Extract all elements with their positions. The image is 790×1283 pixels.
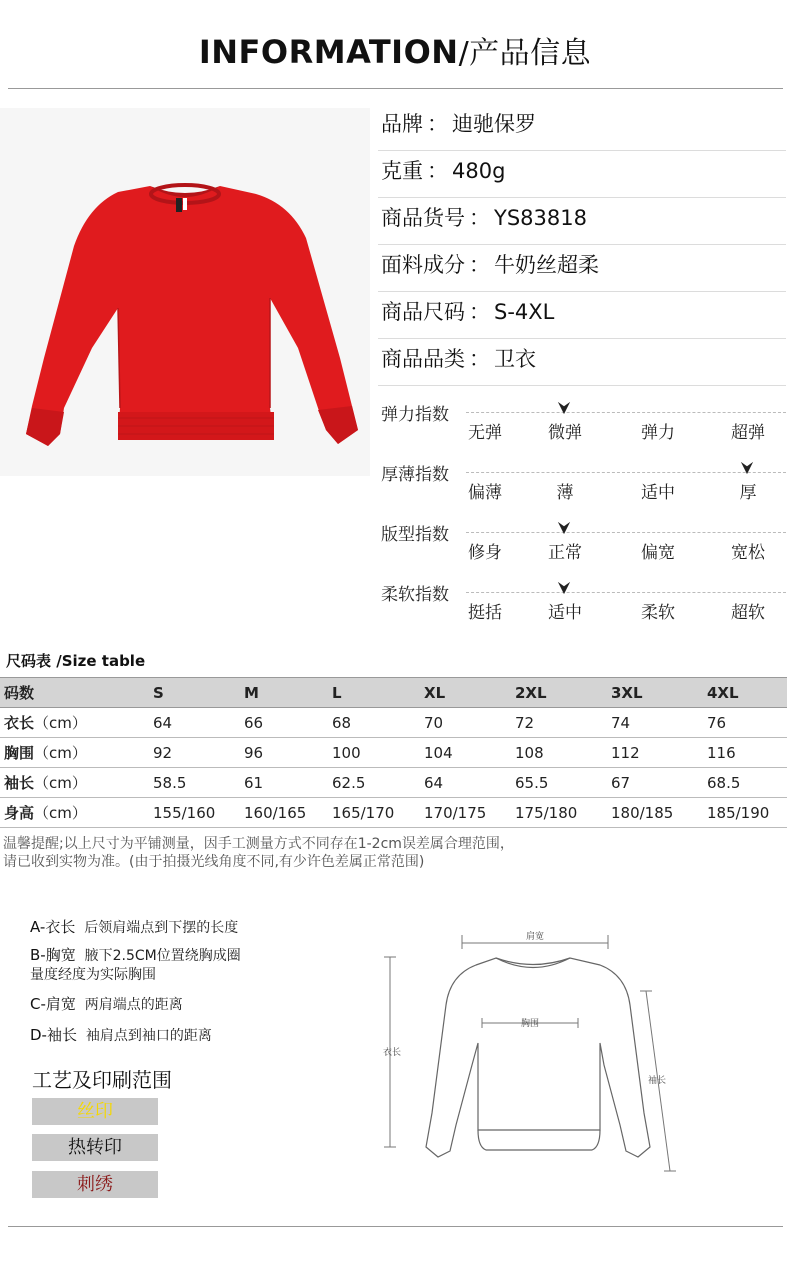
table-cell: 165/170: [332, 798, 424, 828]
page-title: [0, 28, 790, 72]
measurement-diagram: [368, 925, 688, 1199]
size-col-header: M: [244, 678, 332, 708]
index-scale-line: [466, 472, 786, 473]
table-row: [0, 768, 787, 798]
row-label: 袖长（cm）: [0, 768, 153, 798]
index-option: 超软: [731, 603, 765, 623]
def-chest: B-胸宽 腋下2.5CM位置绕胸成圈: [30, 946, 241, 964]
selected-marker-icon: [557, 400, 571, 416]
info-separator: ：: [469, 300, 490, 324]
product-photo: [0, 108, 370, 476]
def-length: A-衣长 后领肩端点到下摆的长度: [30, 918, 239, 936]
table-cell: 66: [244, 708, 332, 738]
info-separator: ：: [427, 112, 448, 136]
index-option: 偏宽: [641, 543, 675, 563]
label-sleeve: 袖长: [648, 1076, 667, 1086]
info-value: S-4XL: [494, 300, 555, 324]
info-label: 商品品类: [381, 347, 465, 371]
index-scale-line: [466, 592, 786, 593]
measurement-note: [3, 835, 703, 871]
table-cell: 68: [332, 708, 424, 738]
info-label: 商品尺码: [381, 300, 465, 324]
table-cell: 108: [515, 738, 611, 768]
index-option: 偏薄: [468, 483, 502, 503]
info-category: [378, 339, 786, 386]
info-label: 商品货号: [381, 206, 465, 230]
index-option: 弹力: [641, 423, 675, 443]
header-label: 码数: [0, 678, 153, 708]
info-value: 卫衣: [494, 347, 536, 371]
table-cell: 175/180: [515, 798, 611, 828]
craft-title: 工艺及印刷范围: [32, 1068, 172, 1092]
table-cell: 68.5: [707, 768, 787, 798]
table-cell: 170/175: [424, 798, 515, 828]
row-label: 胸围（cm）: [0, 738, 153, 768]
size-col-header: L: [332, 678, 424, 708]
table-cell: 116: [707, 738, 787, 768]
table-cell: 160/165: [244, 798, 332, 828]
index-option: 挺括: [468, 603, 502, 623]
info-weight: [378, 151, 786, 198]
index-option: 微弹: [548, 423, 582, 443]
table-cell: 64: [424, 768, 515, 798]
divider-top: [8, 88, 783, 89]
index-label: 厚薄指数: [381, 465, 449, 485]
def-shoulder: C-肩宽 两肩端点的距离: [30, 995, 183, 1013]
info-size-range: [378, 292, 786, 339]
table-cell: 70: [424, 708, 515, 738]
size-table: [0, 677, 787, 828]
craft-embroidery: 刺绣: [32, 1171, 158, 1198]
index-option: 超弹: [731, 423, 765, 443]
info-value: 牛奶丝超柔: [494, 253, 599, 277]
index-option: 适中: [548, 603, 582, 623]
size-table-title: 尺码表 /Size table: [6, 652, 146, 670]
table-cell: 92: [153, 738, 244, 768]
table-cell: 180/185: [611, 798, 707, 828]
note-line: 温馨提醒;以上尺寸为平铺测量，因手工测量方式不同存在1-2cm误差属合理范围，: [3, 836, 514, 852]
row-label: 身高（cm）: [0, 798, 153, 828]
craft-heat-transfer: 热转印: [32, 1134, 158, 1161]
size-col-header: S: [153, 678, 244, 708]
def-chest-line2: 量度经度为实际胸围: [30, 967, 156, 983]
table-cell: 58.5: [153, 768, 244, 798]
label-length: 衣长: [383, 1048, 402, 1058]
table-cell: 76: [707, 708, 787, 738]
info-separator: ：: [469, 347, 490, 371]
index-label: 柔软指数: [381, 585, 449, 605]
craft-silk-screen: 丝印: [32, 1098, 158, 1125]
index-label: 版型指数: [381, 525, 449, 545]
info-separator: ：: [469, 206, 490, 230]
table-cell: 72: [515, 708, 611, 738]
table-row: [0, 708, 787, 738]
info-label: 克重: [381, 159, 423, 183]
table-cell: 104: [424, 738, 515, 768]
table-cell: 61: [244, 768, 332, 798]
index-option: 无弹: [468, 423, 502, 443]
size-col-header: 4XL: [707, 678, 787, 708]
table-cell: 96: [244, 738, 332, 768]
table-cell: 74: [611, 708, 707, 738]
index-scale-line: [466, 412, 786, 413]
info-value: 480g: [452, 159, 506, 183]
info-separator: ：: [469, 253, 490, 277]
table-cell: 64: [153, 708, 244, 738]
table-cell: 65.5: [515, 768, 611, 798]
index-option: 适中: [641, 483, 675, 503]
size-col-header: 3XL: [611, 678, 707, 708]
index-option: 修身: [468, 543, 502, 563]
index-option: 厚: [739, 483, 757, 503]
table-cell: 112: [611, 738, 707, 768]
red-sweatshirt-image: [0, 108, 370, 476]
info-item-no: [378, 198, 786, 245]
table-cell: 67: [611, 768, 707, 798]
info-label: 面料成分: [381, 253, 465, 277]
index-option: 柔软: [641, 603, 675, 623]
info-brand: [378, 104, 786, 151]
info-separator: ：: [427, 159, 448, 183]
info-fabric: [378, 245, 786, 292]
size-col-header: 2XL: [515, 678, 611, 708]
size-col-header: XL: [424, 678, 515, 708]
info-label: 品牌: [381, 112, 423, 136]
table-row: [0, 798, 787, 828]
sweatshirt-outline-diagram: [368, 925, 688, 1195]
table-cell: 185/190: [707, 798, 787, 828]
info-value: YS83818: [494, 206, 587, 230]
index-scale-line: [466, 532, 786, 533]
selected-marker-icon: [740, 460, 754, 476]
index-option: 宽松: [731, 543, 765, 563]
title-cn: /产品信息: [458, 36, 592, 71]
index-option: 薄: [556, 483, 574, 503]
label-shoulder: 肩宽: [526, 932, 545, 942]
selected-marker-icon: [557, 520, 571, 536]
table-cell: 62.5: [332, 768, 424, 798]
label-chest: 胸围: [521, 1019, 540, 1029]
selected-marker-icon: [557, 580, 571, 596]
size-header-row: [0, 678, 787, 708]
table-cell: 100: [332, 738, 424, 768]
info-value: 迪驰保罗: [452, 112, 536, 136]
row-label: 衣长（cm）: [0, 708, 153, 738]
title-en: INFORMATION: [198, 33, 459, 71]
index-option: 正常: [548, 543, 582, 563]
divider-bottom: [8, 1226, 783, 1227]
def-sleeve: D-袖长 袖肩点到袖口的距离: [30, 1026, 212, 1044]
index-label: 弹力指数: [381, 405, 449, 425]
table-cell: 155/160: [153, 798, 244, 828]
note-line: 请已收到实物为准。(由于拍摄光线角度不同,有少许色差属正常范围): [3, 854, 425, 870]
table-row: [0, 738, 787, 768]
